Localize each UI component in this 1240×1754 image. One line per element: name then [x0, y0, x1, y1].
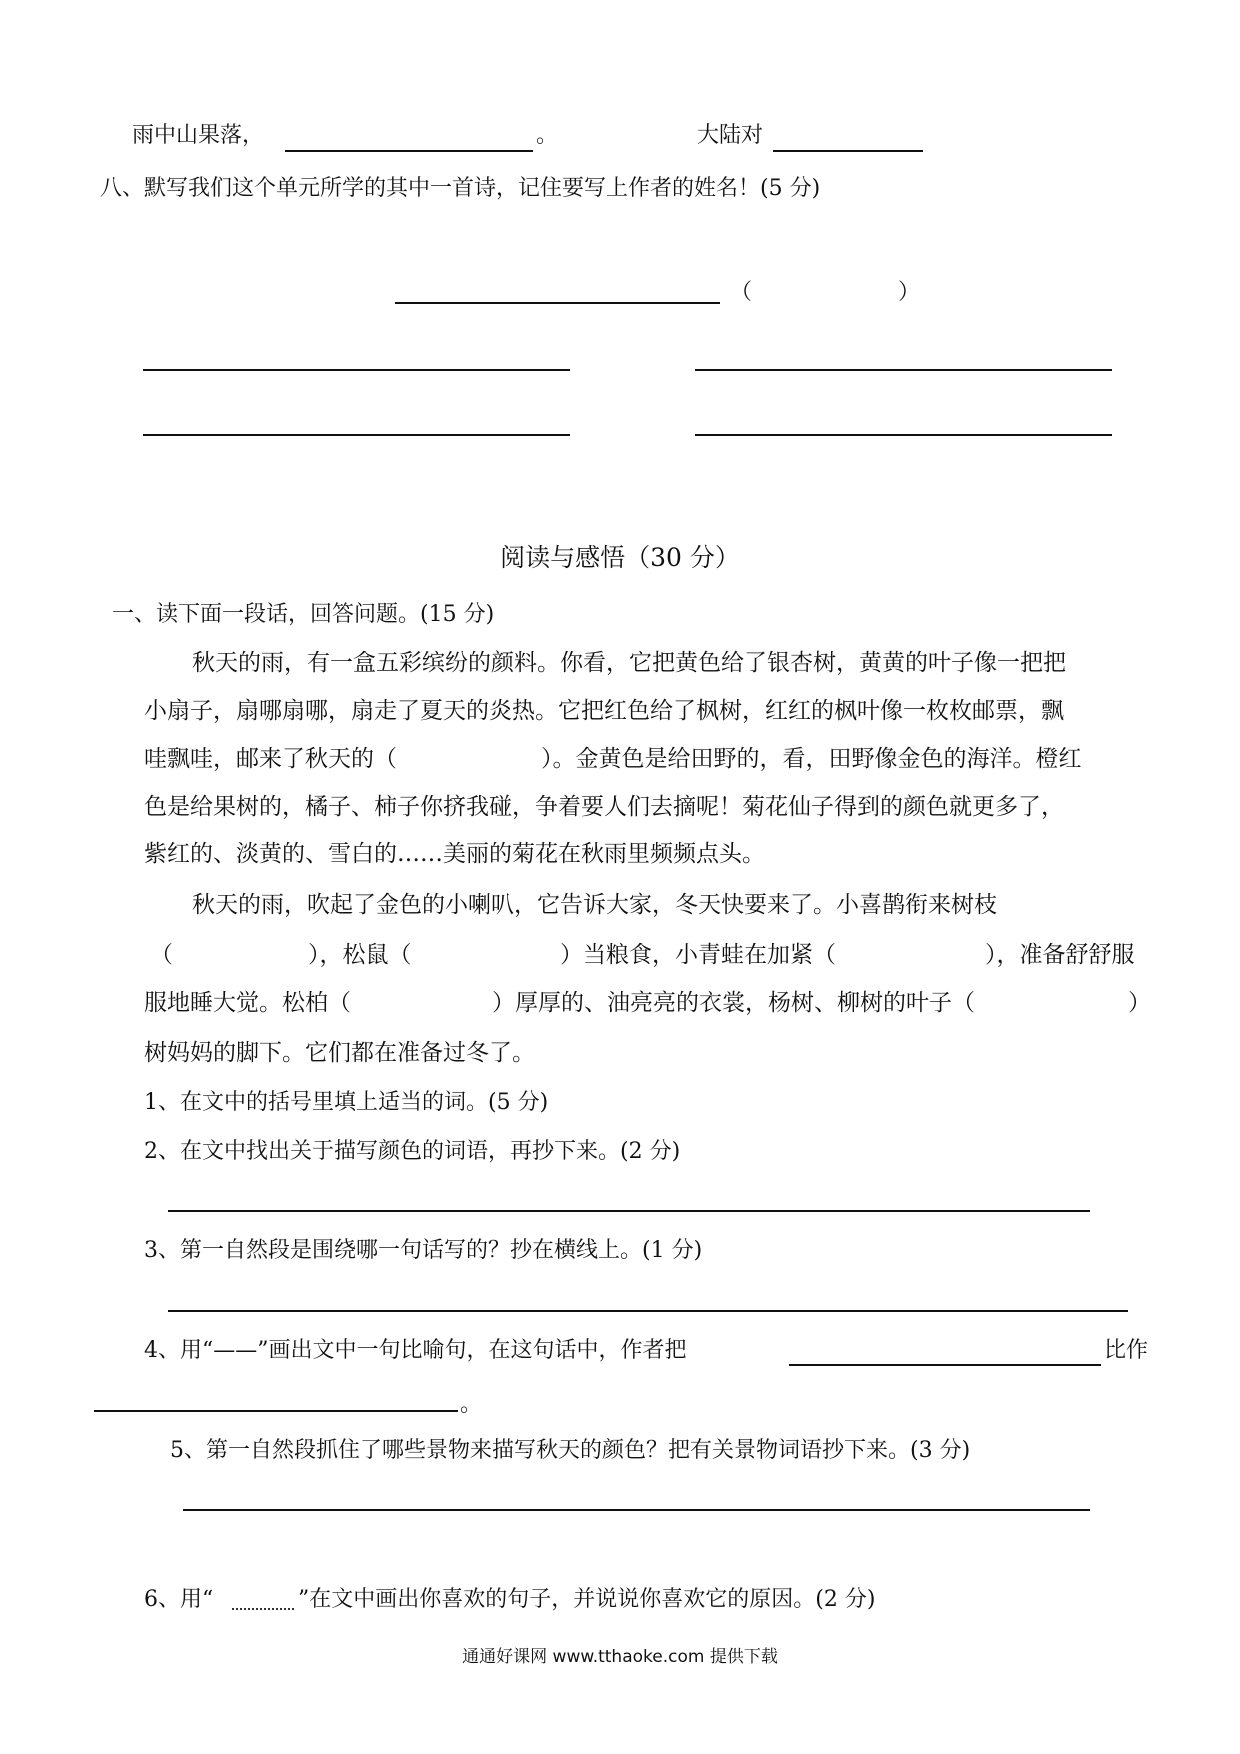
couplet-right-blank[interactable] — [773, 150, 923, 152]
reading-section-title: 阅读与感悟（30 分） — [500, 543, 740, 572]
passage-p2-line4: 树妈妈的脚下。它们都在准备过冬了。 — [144, 1040, 535, 1066]
question-4-blank-1[interactable] — [789, 1364, 1101, 1366]
passage-p2-line2-d: ），准备舒舒服 — [985, 942, 1135, 968]
question-3-answer-blank[interactable] — [168, 1310, 1128, 1312]
passage-p1-line3-a: 哇飘哇，邮来了秋天的（ — [144, 746, 397, 772]
question-6-a: 6、用“ — [144, 1587, 214, 1612]
question-5-answer-blank[interactable] — [183, 1509, 1090, 1511]
question-1: 1、在文中的括号里填上适当的词。(5 分) — [144, 1090, 549, 1115]
passage-p2-line2-b: ），松鼠（ — [308, 942, 412, 968]
page-footer: 通通好课网 www.tthaoke.com 提供下载 — [462, 1647, 778, 1667]
section8-prompt: 八、默写我们这个单元所学的其中一首诗，记住要写上作者的姓名！(5 分) — [100, 176, 821, 201]
passage-p2-line3-b: ）厚厚的、油亮亮的衣裳，杨树、柳树的叶子（ — [492, 990, 975, 1016]
couplet-right-text: 大陆对 — [697, 123, 764, 148]
poem-line-blank[interactable] — [143, 434, 570, 436]
poem-title-blank[interactable] — [395, 302, 720, 304]
author-paren-open: （ — [730, 280, 753, 305]
question-2: 2、在文中找出关于描写颜色的词语，再抄下来。(2 分) — [144, 1139, 681, 1164]
passage-p2-line2-c: ）当粮食，小青蛙在加紧（ — [560, 942, 836, 968]
q1-header: 一、读下面一段话，回答问题。(15 分) — [112, 602, 495, 627]
passage-p2-line3-c: ） — [1128, 990, 1151, 1016]
passage-p1-line5: 紫红的、淡黄的、雪白的……美丽的菊花在秋雨里频频点头。 — [144, 841, 765, 867]
question-6-b: ”在文中画出你喜欢的句子，并说说你喜欢它的原因。(2 分) — [298, 1587, 876, 1612]
passage-p2-line1: 秋天的雨，吹起了金色的小喇叭，它告诉大家，冬天快要来了。小喜鹊衔来树枝 — [192, 892, 997, 918]
passage-p1-line3-b: ）。金黄色是给田野的，看，田野像金色的海洋。橙红 — [541, 746, 1082, 772]
couplet-left-text: 雨中山果落， — [132, 123, 265, 148]
question-4-c: 。 — [460, 1392, 483, 1417]
passage-p1-line4: 色是给果树的，橘子、柿子你挤我碰，争着要人们去摘呢！菊花仙子得到的颜色就更多了， — [144, 794, 1064, 820]
question-5: 5、第一自然段抓住了哪些景物来描写秋天的颜色？把有关景物词语抄下来。(3 分) — [170, 1438, 971, 1463]
poem-line-blank[interactable] — [695, 434, 1112, 436]
question-4-a: 4、用“——”画出文中一句比喻句，在这句话中，作者把 — [144, 1338, 687, 1363]
passage-p2-line2-a: （ — [150, 942, 173, 968]
couplet-left-blank[interactable] — [285, 150, 533, 152]
author-paren-close: ） — [898, 280, 921, 305]
poem-line-blank[interactable] — [695, 369, 1112, 371]
question-2-answer-blank[interactable] — [168, 1210, 1090, 1212]
passage-p1-line1: 秋天的雨，有一盒五彩缤纷的颜料。你看，它把黄色给了银杏树，黄黄的叶子像一把把 — [192, 650, 1066, 676]
question-4-blank-2[interactable] — [94, 1410, 458, 1412]
passage-p1-line2: 小扇子，扇哪扇哪，扇走了夏天的炎热。它把红色给了枫树，红红的枫叶像一枚枚邮票，飘 — [144, 698, 1064, 724]
wavy-underline-mark — [232, 1600, 294, 1610]
poem-line-blank[interactable] — [143, 369, 570, 371]
couplet-left-end: 。 — [536, 123, 559, 148]
passage-p2-line3-a: 服地睡大觉。松柏（ — [144, 990, 351, 1016]
question-4-b: 比作 — [1104, 1338, 1149, 1363]
question-3: 3、第一自然段是围绕哪一句话写的？抄在横线上。(1 分) — [144, 1238, 703, 1263]
